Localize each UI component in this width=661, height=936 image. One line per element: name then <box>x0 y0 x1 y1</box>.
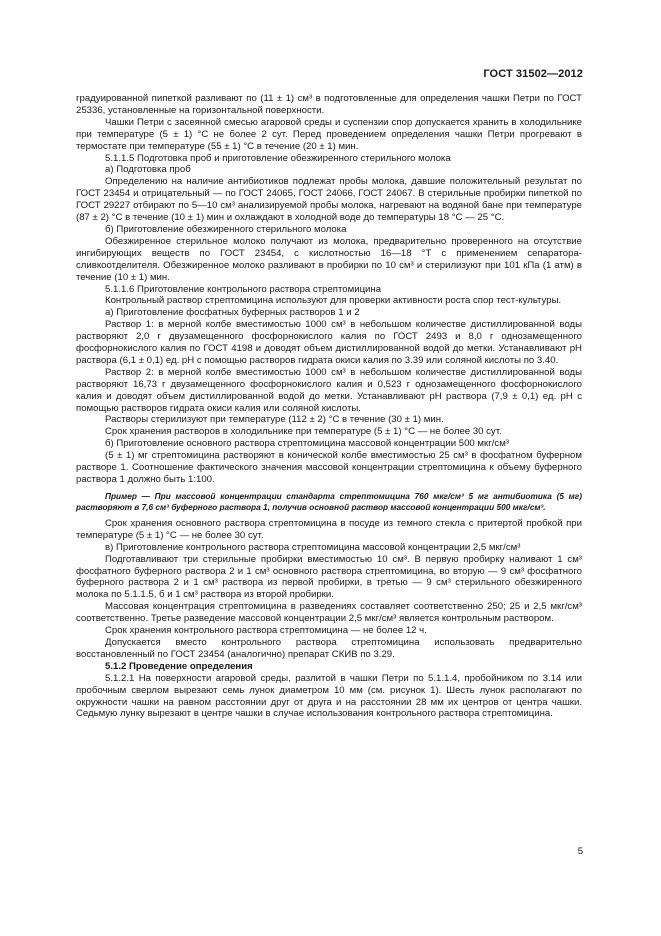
paragraph: 5.1.2.1 На поверхности агаровой среды, разлитой в чашки Петри по 5.1.1.4, пробойником по 3.14 или пробочным сверлом вырезают семь лунок диаметром 10 мм (см. рисунок 1). Шесть лунок располагают по окружности чашки на равном расстоянии друг от друга и на расстоянии 28 мм их центров от центра чашки. Седьмую лунку вырезают в центре чашки в случае использования контрольного раствора стрептомицина. <box>76 672 582 720</box>
subsection-heading: 5.1.1.6 Приготовление контрольного раствора стрептомицина <box>105 283 382 295</box>
list-item-heading: а) Подготовка проб <box>105 164 191 176</box>
list-item-heading: в) Приготовление контрольного раствора стрептомицина массовой концентрации 2,5 мкг/см³ <box>105 541 521 553</box>
paragraph: (5 ± 1) мг стрептомицина растворяют в конической колбе вместимостью 25 см³ в фосфатном буферном растворе 1. Соотношение фактического значения массовой концентрации стрептомицина к объему буферного раствора 1 должно быть 1:100. <box>76 450 582 485</box>
paragraph: Массовая концентрация стрептомицина в разведениях составляет соответственно 250; 25 и 2,5 мкг/см³ соответственно. Третье разведение массовой концентрации 2,5 мкг/см³ является контрольным раствором. <box>76 601 582 625</box>
paragraph: Допускается вместо контрольного раствора стрептомицина использовать предварительно восстановленный по ГОСТ 23454 (аналогично) препарат СКИВ по 3.29. <box>76 636 582 660</box>
list-item-heading: б) Приготовление основного раствора стрептомицина массовой концентрации 500 мкг/см³ <box>105 438 509 450</box>
paragraph: Обезжиренное стерильное молоко получают из молока, предварительно проверенного на отсутствие ингибирующих веществ по ГОСТ 23454, с кислотностью 16—18 °Т с применением сепаратора-сливкоотделителя. Обезжиренное молоко разливают в пробирки по 10 см³ и стерилизуют при 101 кПа (1 атм) в течение (10 ± 1) мин. <box>76 235 582 283</box>
list-item-heading: б) Приготовление обезжиренного стерильного молока <box>105 223 347 235</box>
example-note: Пример — При массовой концентрации стандарта стрептомицина 760 мкг/см³ 5 мг антибиотика (5 мг) растворяют в 7,6 см³ буферного раствора 1, получив основной раствор массовой концентрации 500 мкг/см³. <box>76 490 582 512</box>
paragraph: Подготавливают три стерильные пробирки вместимостью 10 см³. В первую пробирку наливают 1 см³ фосфатного буферного раствора 2 и 1 см³ основного раствора стрептомицина, во вторую — 9 см³ фосфатного буферного раствора 2 и 1 см³ раствора из первой пробирки, в третью — 9 см³ стерильного обезжиренного молока по 5.1.1.5, б и 1 см³ раствора из второй пробирки. <box>76 553 582 601</box>
paragraph: Срок хранения основного раствора стрептомицина в посуде из темного стекла с притертой пробкой при температуре (5 ± 1) °С — не более 30 сут. <box>76 517 582 541</box>
list-item-heading: а) Приготовление фосфатных буферных растворов 1 и 2 <box>105 307 360 319</box>
paragraph: Определению на наличие антибиотиков подлежат пробы молока, давшие положительный результат по ГОСТ 23454 и отрицательный — по ГОСТ 24065, ГОСТ 24066, ГОСТ 24067. В стерильные пробирки пипеткой по ГОСТ 29227 отбирают по 5—10 см³ анализируемой пробы молока, нагревают на водяной бане при температуре (87 ± 2) °С в течение (10 ± 1) мин и охлаждают в холодной воде до температуры 18 °С — 25 °С. <box>76 176 582 224</box>
paragraph: Срок хранения растворов в холодильнике при температуре (5 ± 1) °С — не более 30 сут. <box>105 426 502 438</box>
paragraph: Срок хранения контрольного раствора стрептомицина — не более 12 ч. <box>105 625 427 637</box>
paragraph: Раствор 2: в мерной колбе вместимостью 1000 см³ в небольшом количестве дистиллированной воды растворяют 16,73 г двузамещенного фосфорнокислого калия и 0,523 г однозамещенного фосфорнокислого калия и доводят объем дистиллированной водой до метки. Устанавливают рН раствора (7,9 ± 0,1) ед. рН с помощью растворов гидрата окиси калия или соляной кислоты. <box>76 366 582 414</box>
paragraph: Растворы стерилизуют при температуре (112 ± 2) °С в течение (30 ± 1) мин. <box>105 414 444 426</box>
document-body <box>76 93 582 720</box>
paragraph: Раствор 1: в мерной колбе вместимостью 1000 см³ в небольшом количестве дистиллированной воды растворяют 2,0 г двузамещенного фосфорнокислого калия по ГОСТ 2493 и 8,0 г однозамещенного фосфорнокислого калия по ГОСТ 4198 и доводят объем дистиллированной водой до метки. Устанавливают рН раствора (6,1 ± 0,1) ед. рН с помощью растворов гидрата окиси калия по 3.39 или соляной кислоты по 3.40. <box>76 319 582 366</box>
paragraph: градуированной пипеткой разливают по (11 ± 1) см³ в подготовленные для определения чашки Петри по ГОСТ 25336, установленные на горизонтальной поверхности. <box>76 93 582 116</box>
section-heading: 5.1.2 Проведение определения <box>105 660 253 672</box>
page-number: 5 <box>577 846 583 857</box>
subsection-heading: 5.1.1.5 Подготовка проб и приготовление обезжиренного стерильного молока <box>105 152 451 164</box>
paragraph: Чашки Петри с засеянной смесью агаровой среды и суспензии спор допускается хранить в холодильнике при температуре (5 ± 1) °С не более 2 сут. Перед проведением определения чашки Петри прогревают в термостате при температуре (55 ± 1) °С в течение (20 ± 1) мин. <box>76 116 582 152</box>
paragraph: Контрольный раствор стрептомицина используют для проверки активности роста спор тест-культуры. <box>105 295 562 307</box>
standard-header: ГОСТ 31502—2012 <box>483 68 583 80</box>
